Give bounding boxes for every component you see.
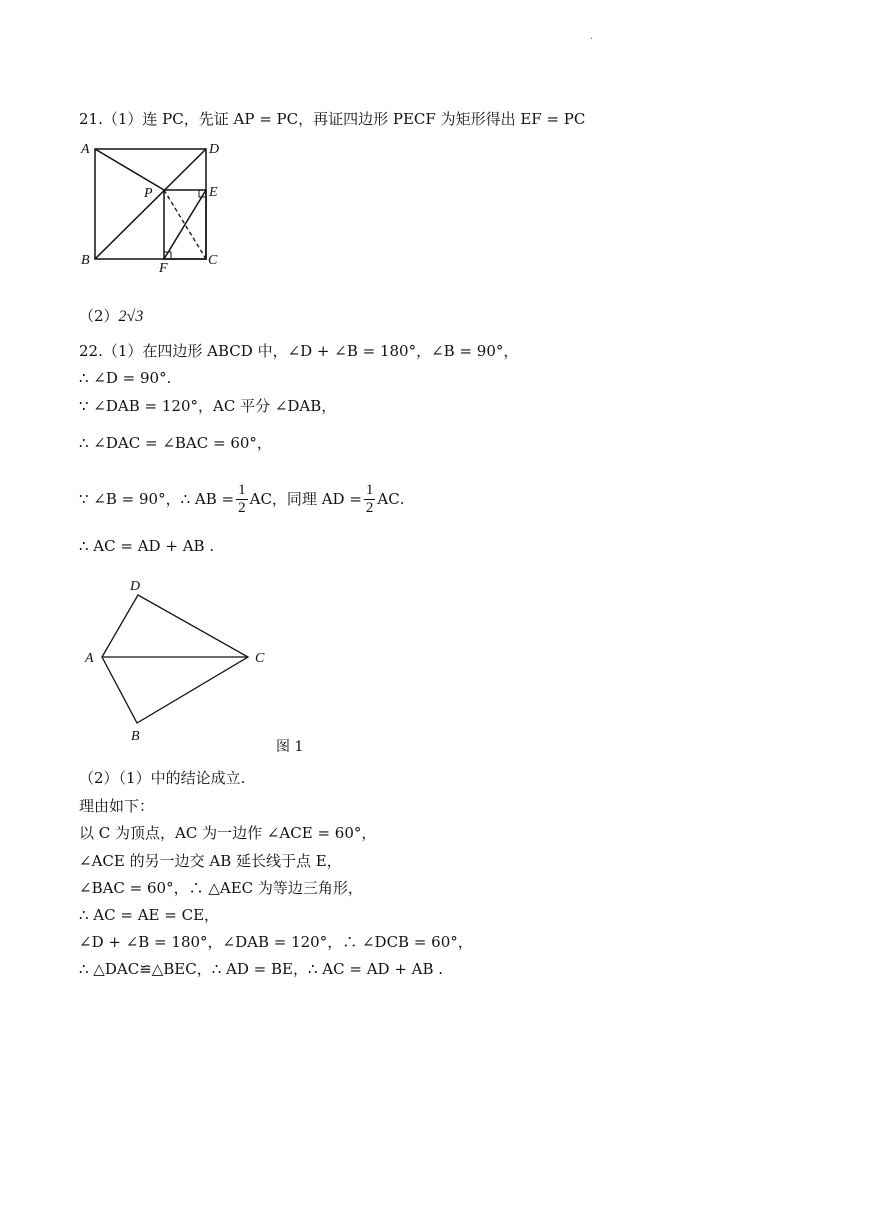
q22-part2-line-1: （2）（1）中的结论成立.	[79, 769, 246, 787]
fraction-numerator: 1	[238, 481, 246, 498]
header-mark: ·	[590, 34, 594, 45]
q22-part2-line-3: 以 C 为顶点，AC 为一边作 ∠ACE = 60°，	[79, 824, 377, 842]
label-b: B	[131, 729, 140, 744]
q22-frac-part-a: ∵ ∠B = 90°，∴ AB =	[79, 490, 235, 508]
q22-line-1: 22.（1）在四边形 ABCD 中，∠D + ∠B = 180°，∠B = 90°，	[79, 342, 519, 360]
label-b: B	[81, 253, 90, 268]
q22-line-3: ∵ ∠DAB = 120°，AC 平分 ∠DAB，	[79, 397, 337, 415]
quadrilateral-abcd	[102, 595, 248, 723]
q22-part2-line-8: ∴ △DAC≌△BEC，∴ AD = BE，∴ AC = AD + AB .	[79, 960, 444, 978]
q22-line-after: ∴ AC = AD + AB .	[79, 537, 215, 555]
q21-part2-prefix: （2）	[79, 307, 119, 325]
q22-part2-line-7: ∠D + ∠B = 180°，∠DAB = 120°，∴ ∠DCB = 60°，	[79, 933, 473, 951]
figure-caption: 图 1	[276, 739, 304, 755]
label-e: E	[209, 185, 218, 200]
q21-figure	[78, 140, 228, 275]
label-d: D	[130, 579, 141, 594]
q22-fraction-line	[79, 479, 404, 519]
q22-line-4: ∴ ∠DAC = ∠BAC = 60°，	[79, 434, 272, 452]
label-f: F	[159, 261, 168, 276]
q22-frac-ac-1: AC	[249, 490, 272, 508]
q21-part2	[79, 306, 143, 327]
fraction-half	[236, 482, 248, 517]
q22-part2-line-4: ∠ACE 的另一边交 AB 延长线于点 E，	[79, 852, 342, 870]
q21-part1: 21.（1）连 PC，先证 AP = PC，再证四边形 PECF 为矩形得出 EF = PC	[79, 110, 586, 128]
fraction-denominator: 2	[238, 499, 246, 516]
fraction-half-2	[364, 482, 376, 517]
label-c: C	[255, 651, 265, 666]
fraction-numerator-2: 1	[365, 481, 374, 498]
segment-ap	[95, 149, 164, 190]
q22-frac-ac-2: AC	[377, 490, 400, 508]
q22-line-2: ∴ ∠D = 90°.	[79, 369, 172, 387]
q22-figure	[80, 575, 280, 745]
q22-part2-line-6: ∴ AC = AE = CE，	[79, 906, 220, 924]
label-a: A	[81, 142, 90, 157]
q21-part2-answer: 2√3	[118, 308, 144, 325]
q22-frac-end: .	[399, 490, 405, 508]
label-c: C	[208, 253, 218, 268]
fraction-denominator-2: 2	[365, 499, 374, 516]
label-p: P	[144, 186, 153, 201]
label-a: A	[85, 651, 94, 666]
q22-part2-line-5: ∠BAC = 60°，∴ △AEC 为等边三角形，	[79, 879, 363, 897]
diagonal-bd	[95, 149, 206, 259]
label-d: D	[209, 142, 220, 157]
q22-frac-part-b: ，同理 AD =	[271, 490, 362, 508]
q22-part2-line-2: 理由如下：	[79, 797, 155, 815]
